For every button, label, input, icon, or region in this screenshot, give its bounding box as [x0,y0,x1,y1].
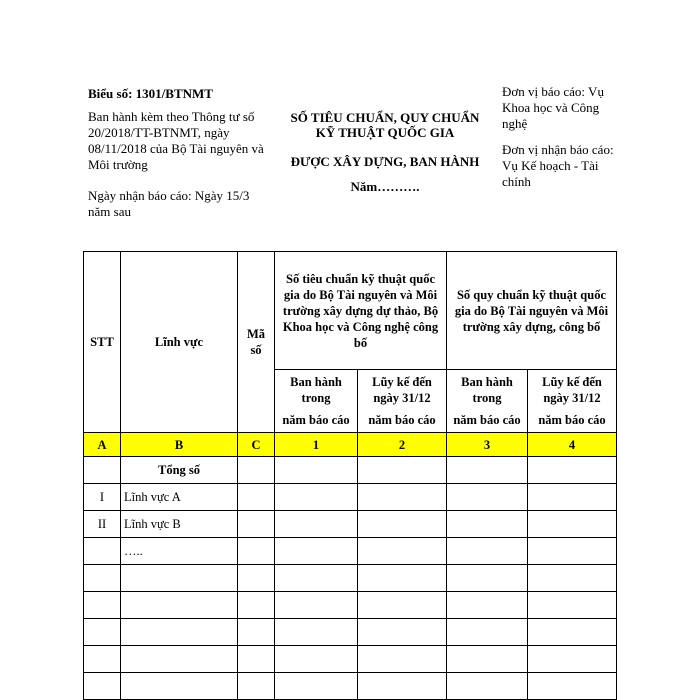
sub-issued-2-line1: Ban hành trong [461,375,513,405]
group-regulations-header: Số quy chuẩn kỹ thuật quốc gia do Bộ Tài nguyên và Môi trường xây dựng, công bố [447,252,617,370]
total-row [84,457,617,484]
sub-cum-header-1 [358,370,447,433]
table-row [84,511,617,538]
code-row [84,433,617,457]
sub-issued-header-2 [447,370,528,433]
total-label: Tổng số [121,457,238,484]
empty-row [84,619,617,646]
code-cell: C [238,433,275,457]
issued-with-text: Ban hành kèm theo Thông tư số 20/2018/TT-BTNMT, ngày 08/11/2018 của Bộ Tài nguyên và Môi trường [88,109,264,172]
sub-cum-2-line2: năm báo cáo [538,413,606,427]
sub-cum-header-2 [528,370,617,433]
table-row [84,538,617,565]
row-stt: I [84,484,121,511]
row-field: Lĩnh vực A [121,484,238,511]
received-date-text: Ngày nhận báo cáo: Ngày 15/3 năm sau [88,188,250,219]
empty-row [84,565,617,592]
code-cell: 4 [528,433,617,457]
code-cell: 3 [447,433,528,457]
empty-row [84,646,617,673]
row-stt [84,538,121,565]
title-line-3: ĐƯỢC XÂY DỰNG, BAN HÀNH [290,154,480,169]
row-field: ….. [121,538,238,565]
form-number: Biểu số: 1301/BTNMT [88,86,213,101]
sub-cum-1-line2: năm báo cáo [368,413,436,427]
code-cell: 2 [358,433,447,457]
sub-cum-1-line1: Lũy kế đến ngày 31/12 [372,375,432,405]
title-line-1: SỐ TIÊU CHUẨN, QUY CHUẨN [290,110,480,125]
sub-issued-header-1 [275,370,358,433]
sub-cum-2-line1: Lũy kế đến ngày 31/12 [542,375,602,405]
sub-issued-2-line2: năm báo cáo [453,413,521,427]
sub-issued-1-line2: năm báo cáo [282,413,350,427]
receiving-unit: Đơn vị nhận báo cáo: Vụ Kế hoạch - Tài chính [502,142,614,189]
col-code-header: Mã số [238,252,275,433]
report-table [83,251,617,700]
code-cell: 1 [275,433,358,457]
code-cell: A [84,433,121,457]
empty-row [84,592,617,619]
title-line-2: KỸ THUẬT QUỐC GIA [315,125,455,140]
code-cell: B [121,433,238,457]
col-stt-header: STT [84,252,121,433]
year-line: Năm………. [350,179,420,194]
col-field-header: Lĩnh vực [121,252,238,433]
empty-row [84,673,617,700]
table-row [84,484,617,511]
reporting-unit: Đơn vị báo cáo: Vụ Khoa học và Công nghệ [502,84,604,131]
group-standards-header: Số tiêu chuẩn kỹ thuật quốc gia do Bộ Tài nguyên và Môi trường xây dựng dự thảo, Bộ Khoa học và Công nghệ công bố [275,252,447,370]
row-field: Lĩnh vực B [121,511,238,538]
row-stt: II [84,511,121,538]
sub-issued-1-line1: Ban hành trong [290,375,342,405]
